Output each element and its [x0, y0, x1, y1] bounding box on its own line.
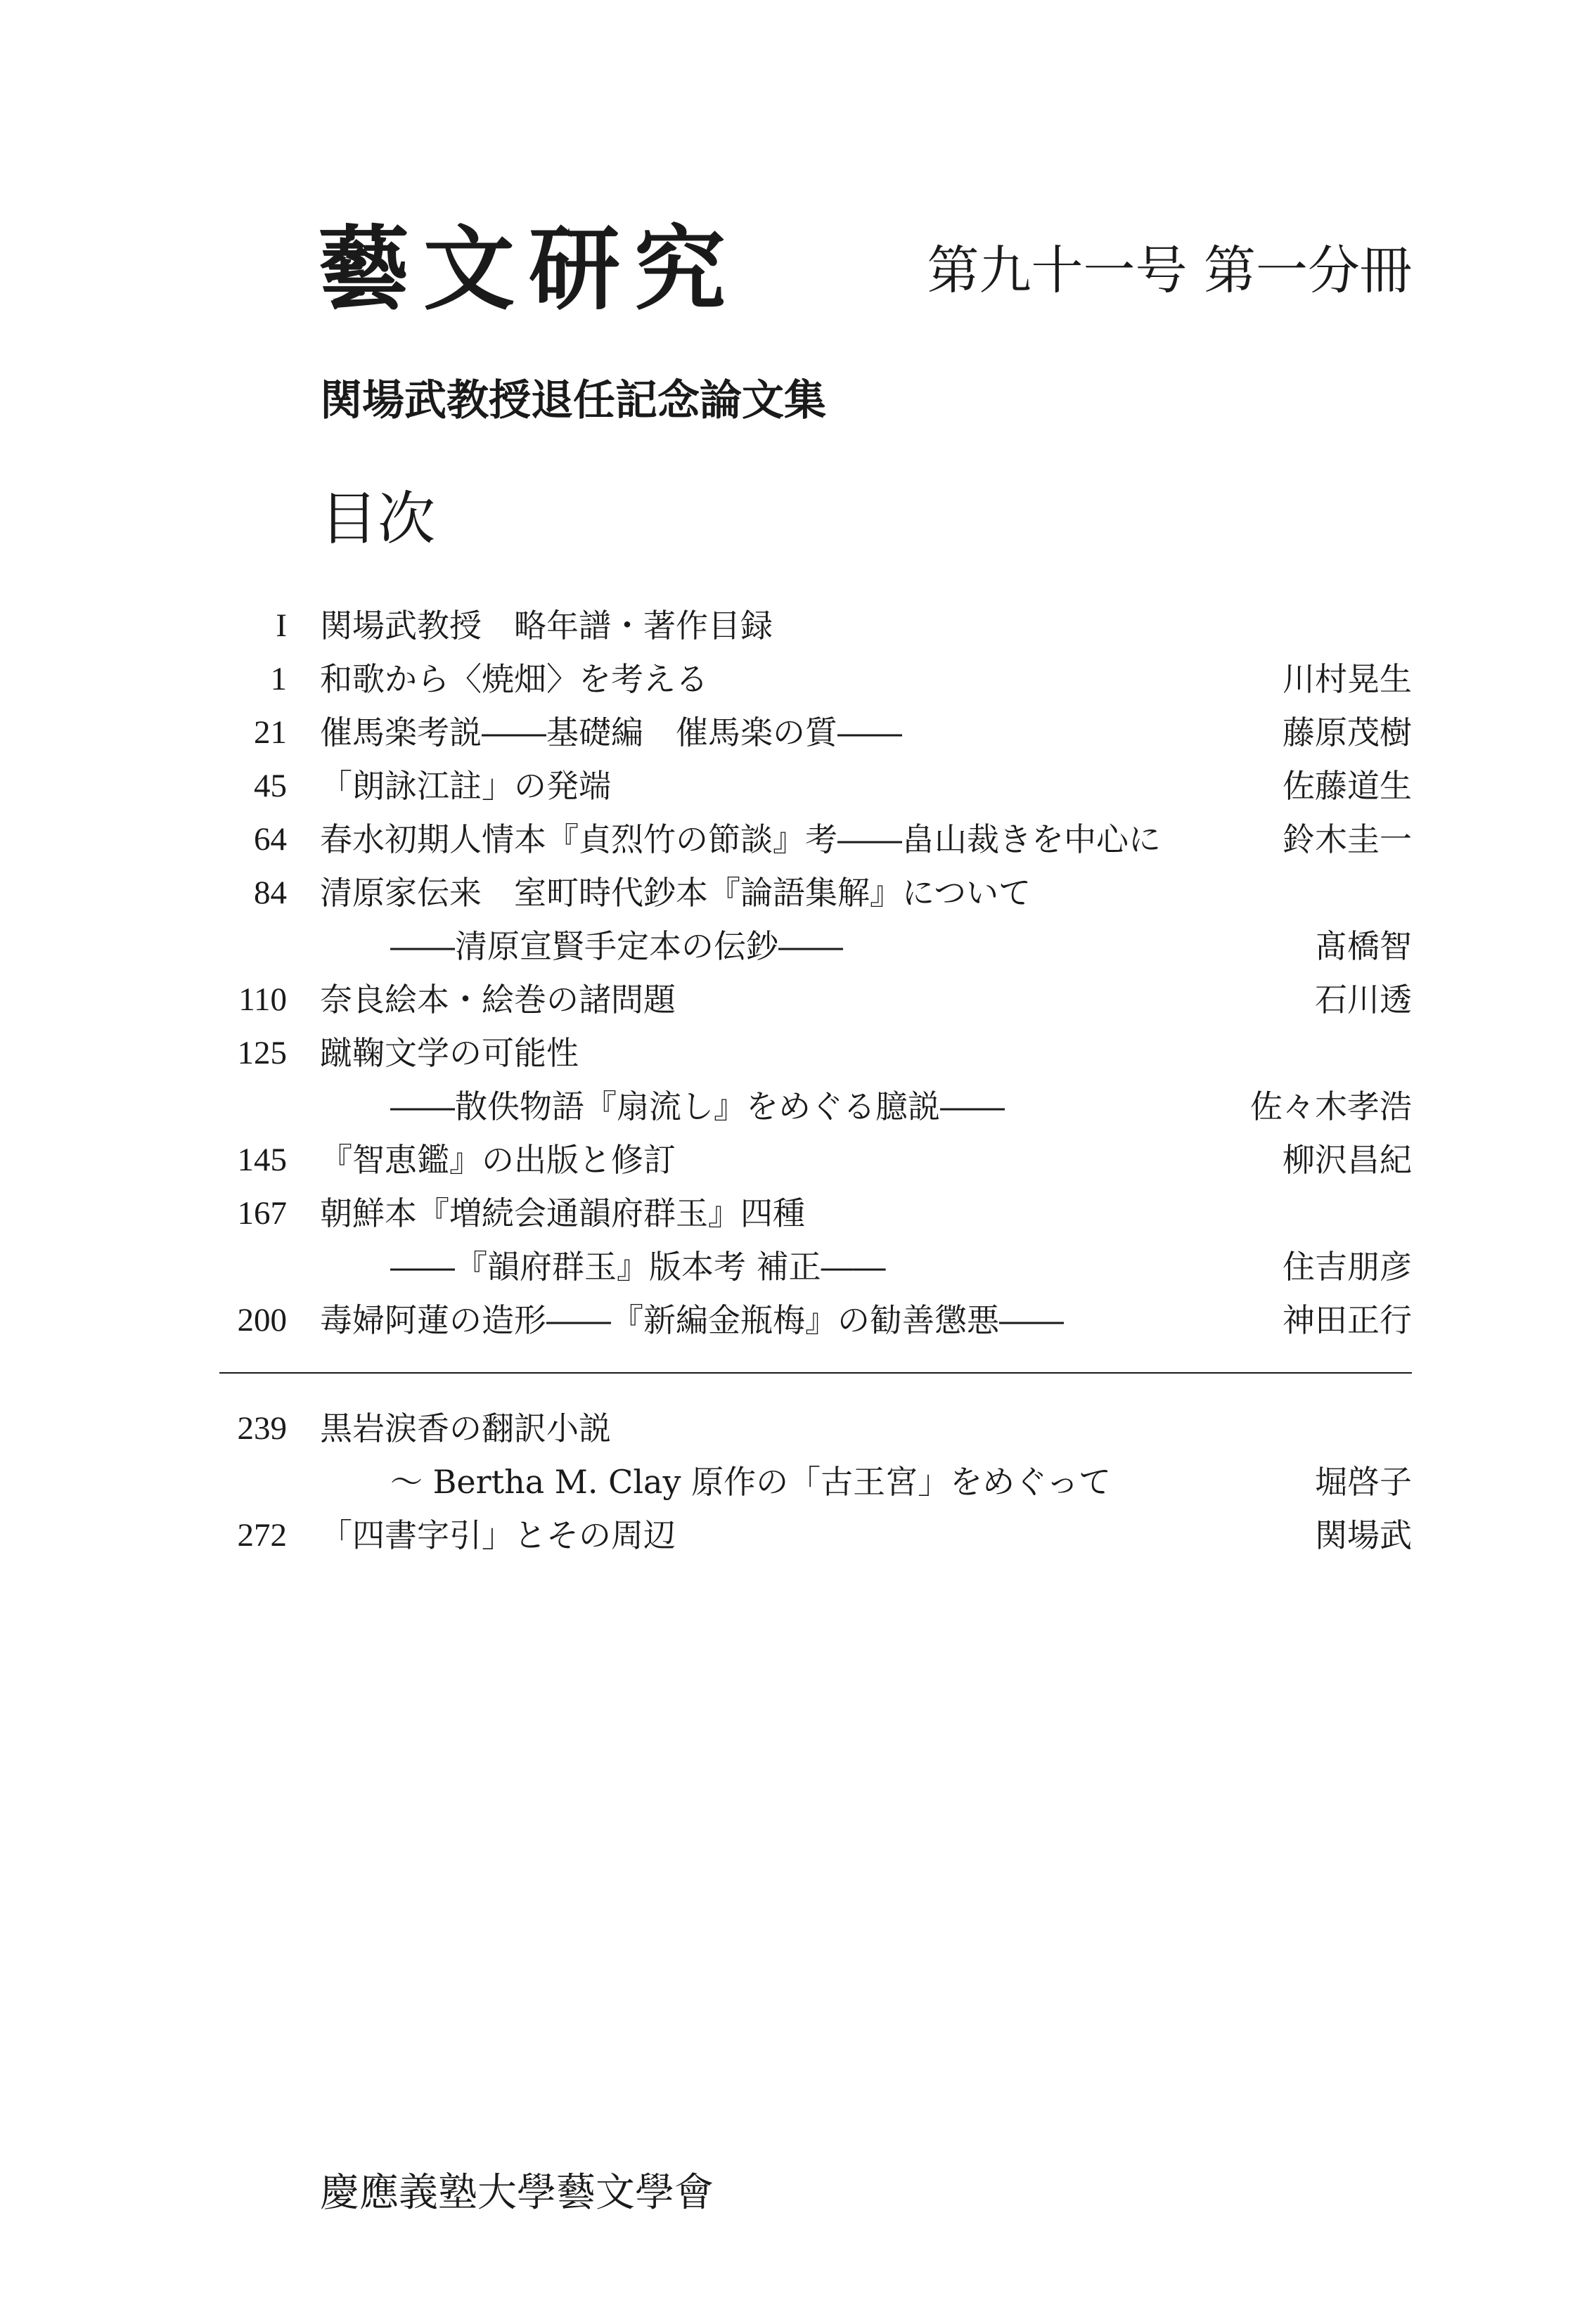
- toc-entry-subtitle: ――清原宣賢手定本の伝鈔――: [390, 927, 843, 965]
- toc-section-main: [0, 599, 1575, 1347]
- toc-entry-title: 和歌から〈焼畑〉を考える: [320, 660, 708, 698]
- toc-entry: [0, 1293, 1575, 1347]
- toc-author: 髙橋智: [1315, 927, 1412, 965]
- toc-entry: [0, 759, 1575, 813]
- toc-entry-title: 「朗詠江註」の発端: [320, 767, 611, 805]
- toc-entry: [0, 1133, 1575, 1187]
- toc-entry: [0, 1240, 1575, 1293]
- toc-page-number: 1: [270, 661, 287, 697]
- toc-author: 柳沢昌紀: [1282, 1141, 1412, 1179]
- table-of-contents: [0, 599, 1575, 1562]
- toc-entry: [0, 919, 1575, 973]
- toc-entry-subtitle: ――散佚物語『扇流し』をめぐる臆説――: [390, 1087, 1005, 1125]
- toc-page-number: I: [276, 607, 287, 644]
- toc-entry: [0, 813, 1575, 866]
- toc-page-number: 272: [237, 1517, 287, 1554]
- toc-entry: [0, 1080, 1575, 1133]
- toc-author: 佐藤道生: [1282, 767, 1412, 805]
- toc-entry-title: 「四書字引」とその周辺: [320, 1516, 676, 1554]
- toc-entry: [0, 973, 1575, 1026]
- toc-page-number: 239: [237, 1410, 287, 1447]
- toc-page-number: 45: [254, 768, 287, 804]
- toc-heading: 目次: [320, 486, 436, 553]
- toc-entry-title: 蹴鞠文学の可能性: [320, 1034, 579, 1072]
- toc-page-number: 200: [237, 1302, 287, 1338]
- collection-subtitle: 関場武教授退任記念論文集: [320, 376, 826, 425]
- toc-entry: [0, 1187, 1575, 1240]
- toc-author: 関場武: [1315, 1516, 1412, 1554]
- toc-author: 藤原茂樹: [1282, 714, 1412, 751]
- section-divider: [219, 1372, 1412, 1374]
- toc-entry-title: 奈良絵本・絵巻の諸問題: [320, 981, 676, 1019]
- toc-entry-title: 春水初期人情本『貞烈竹の節談』考――畠山裁きを中心に: [320, 820, 1161, 858]
- toc-author: 神田正行: [1282, 1301, 1412, 1339]
- toc-author: 佐々木孝浩: [1250, 1087, 1412, 1125]
- toc-page-number: 84: [254, 874, 287, 911]
- toc-entry: [0, 1026, 1575, 1080]
- toc-page-number: 125: [237, 1035, 287, 1071]
- toc-entry: [0, 706, 1575, 759]
- toc-author: 住吉朋彦: [1282, 1248, 1412, 1286]
- publisher-name: 慶應義塾大學藝文學會: [320, 2170, 714, 2216]
- toc-page-number: 21: [254, 714, 287, 751]
- toc-author: 石川透: [1315, 981, 1412, 1019]
- journal-title: 藝文研究: [318, 215, 740, 323]
- toc-page-number: 64: [254, 821, 287, 858]
- toc-entry: [0, 1402, 1575, 1455]
- toc-page-number: 167: [237, 1195, 287, 1232]
- toc-entry: [0, 1509, 1575, 1562]
- toc-entry: [0, 652, 1575, 706]
- toc-entry: [0, 599, 1575, 652]
- toc-entry-title: 『智恵鑑』の出版と修訂: [320, 1141, 676, 1179]
- toc-entry: [0, 1455, 1575, 1509]
- toc-entry: [0, 866, 1575, 919]
- toc-entry-title: 関場武教授 略年譜・著作目録: [320, 607, 773, 645]
- toc-entry-title: 催馬楽考説――基礎編 催馬楽の質――: [320, 714, 902, 751]
- toc-author: 川村晃生: [1282, 660, 1412, 698]
- toc-section-additional: [0, 1402, 1575, 1562]
- toc-entry-title: 毒婦阿蓮の造形――『新編金瓶梅』の勧善懲悪――: [320, 1301, 1064, 1339]
- toc-author: 堀啓子: [1315, 1463, 1412, 1501]
- toc-entry-title: 黒岩涙香の翻訳小説: [320, 1409, 611, 1447]
- toc-page-number: 145: [237, 1142, 287, 1178]
- issue-number: 第九十一号 第一分冊: [927, 240, 1412, 301]
- toc-author: 鈴木圭一: [1282, 820, 1412, 858]
- toc-entry-subtitle: ――『韻府群玉』版本考 補正――: [390, 1248, 886, 1286]
- toc-page-number: 110: [238, 981, 287, 1018]
- toc-entry-subtitle: ～ Bertha M. Clay 原作の「古王宮」をめぐって: [390, 1463, 1112, 1501]
- toc-entry-title: 朝鮮本『増続会通韻府群玉』四種: [320, 1194, 805, 1232]
- toc-entry-title: 清原家伝来 室町時代鈔本『論語集解』について: [320, 874, 1031, 912]
